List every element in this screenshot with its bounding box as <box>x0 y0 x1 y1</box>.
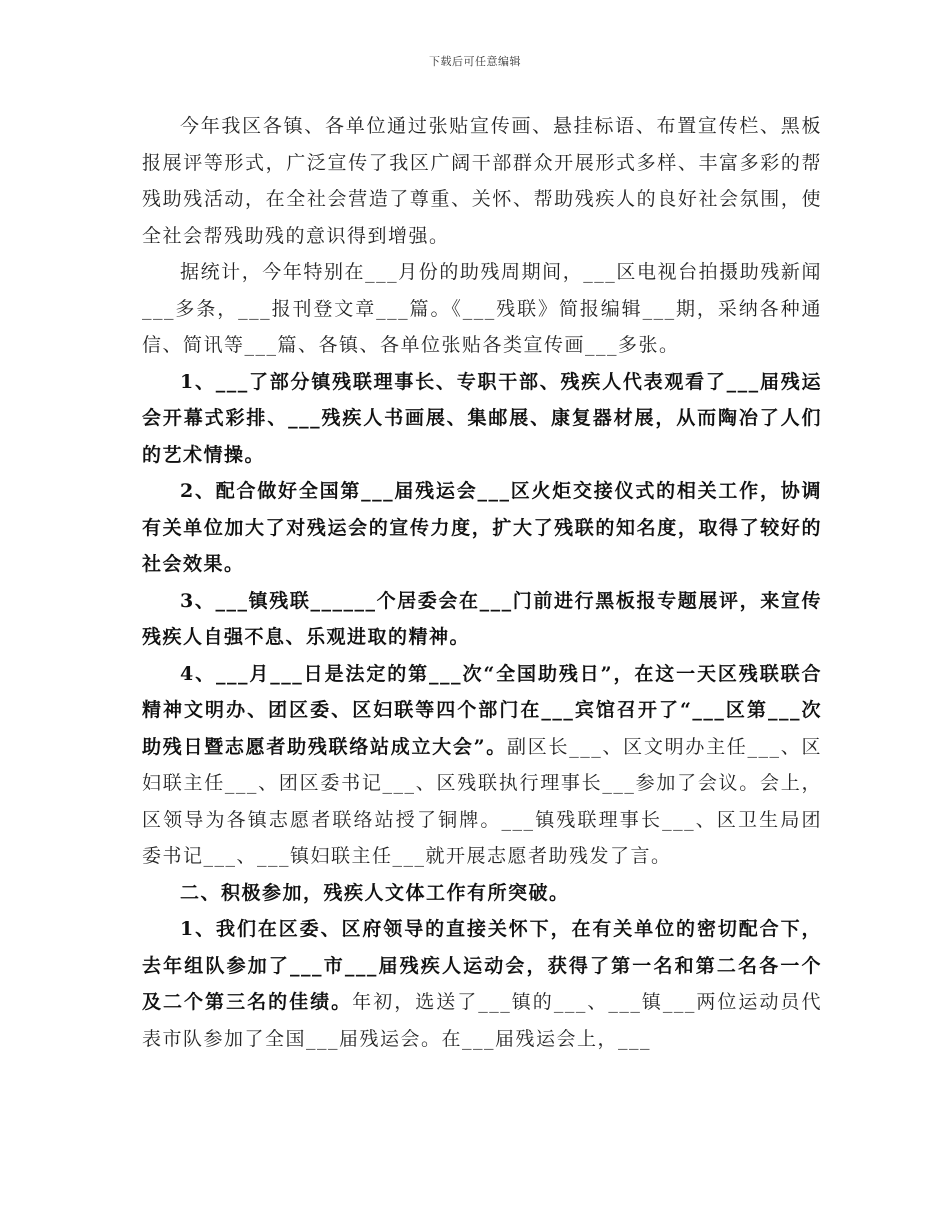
section-heading-2 <box>142 875 822 912</box>
paragraph-publicity-forms <box>142 108 822 254</box>
text-segment: 二、积极参加，残疾人文体工作有所突破。 <box>180 881 570 904</box>
paragraph-item-3 <box>142 583 822 656</box>
text-segment: 1、我们在区委、区府领导的直接关怀下，在有关单位的密切配合下，去年组队参加了___市___届残疾人运动会，获得了第一名和第二名各一个及二个第三名的佳绩。 <box>142 918 822 1013</box>
text-segment: 1、___了部分镇残联理事长、专职干部、残疾人代表观看了___届残运会开幕式彩排、___残疾人书画展、集邮展、康复器材展，从而陶冶了人们的艺术情操。 <box>142 370 822 466</box>
text-segment: 2、配合做好全国第___届残运会___区火炬交接仪式的相关工作，协调有关单位加大了对残运会的宣传力度，扩大了残联的知名度，取得了较好的社会效果。 <box>142 480 822 575</box>
text-segment: 3、___镇残联______个居委会在___门前进行黑板报专题展评，来宣传残疾人自强不息、乐观进取的精神。 <box>142 589 822 648</box>
paragraph-item-2 <box>142 473 822 583</box>
document-body <box>142 108 822 1057</box>
text-segment: 4、___月___日是法定的第___次“全国助残日”，在这一天区残联联合精神文明办、团区委、区妇联等四个部门在___宾馆召开了“___区第___次助残日暨志愿者助残联络站成立大会”。 <box>142 662 822 758</box>
paragraph-item-4 <box>142 656 822 875</box>
text-segment: 年初，选送了___镇的___、___镇___两位运动员代表市队参加了全国___届残运会。在___届残运会上，___ <box>142 991 822 1050</box>
text-segment: 副区长___、区文明办主任___、区妇联主任___、团区委书记___、区残联执行理事长___参加了会议。会上，区领导为各镇志愿者联络站授了铜牌。___镇残联理事长___、区卫生局团委书记___、___镇妇联主任___就开展志愿者助残发了言。 <box>142 735 822 867</box>
text-segment: 今年我区各镇、各单位通过张贴宣传画、悬挂标语、布置宣传栏、黑板报展评等形式，广泛宣传了我区广阔干部群众开展形式多样、丰富多彩的帮残助残活动，在全社会营造了尊重、关怀、帮助残疾人的良好社会氛围，使全社会帮残助残的意识得到增强。 <box>142 115 822 247</box>
paragraph-item-1 <box>142 364 822 474</box>
paragraph-section-2-item-1 <box>142 911 822 1057</box>
text-segment: 据统计，今年特别在___月份的助残周期间，___区电视台拍摄助残新闻___多条，___报刊登文章___篇。《___残联》简报编辑___期，采纳各种通信、简讯等___篇、各镇、各单位张贴各类宣传画___多张。 <box>142 261 822 356</box>
page-header: 下载后可任意编辑 <box>429 55 521 68</box>
paragraph-statistics <box>142 254 822 364</box>
